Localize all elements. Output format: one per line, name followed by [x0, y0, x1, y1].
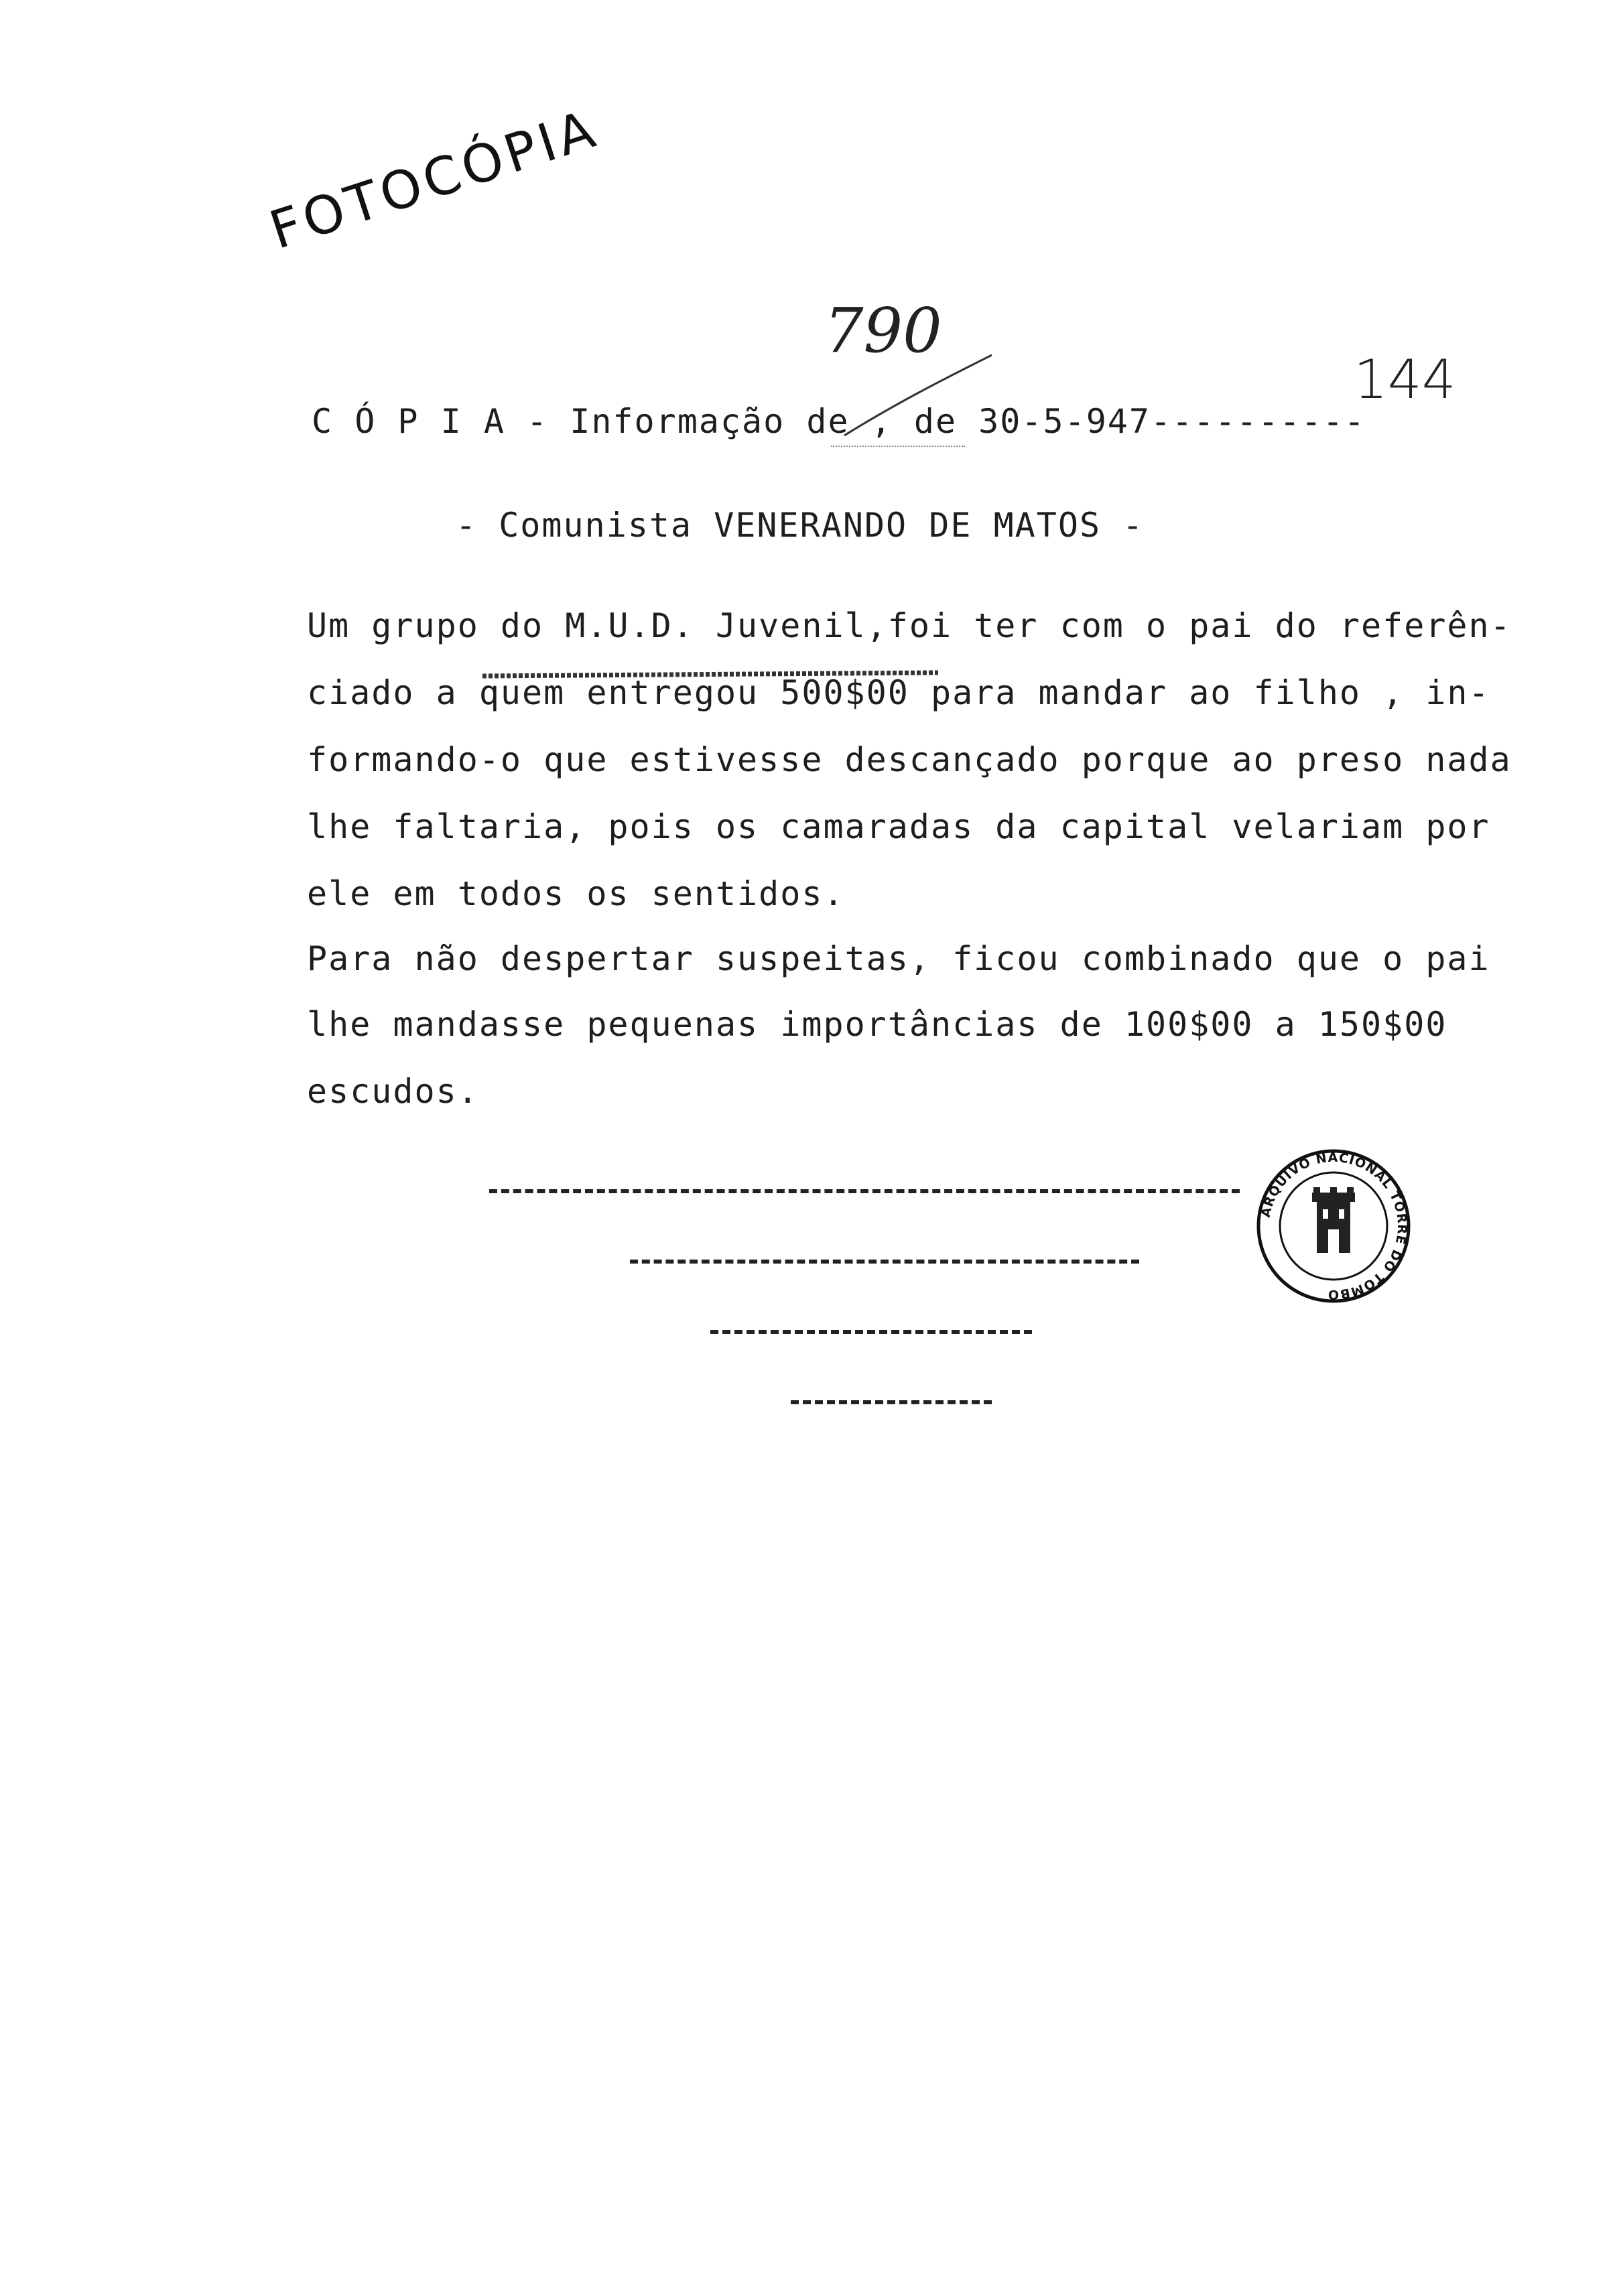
document-subject: - Comunista VENERANDO DE MATOS -: [456, 506, 1145, 545]
archive-seal-icon: [1253, 1146, 1414, 1306]
closing-dash-line: [791, 1400, 992, 1404]
body-line: ciado a quem entregou 500$00 para mandar ao filho , in-: [307, 673, 1490, 712]
body-line: lhe mandasse pequenas importâncias de 100$00 a 150$00: [307, 1005, 1447, 1044]
ink-smudge-mark: [482, 670, 938, 682]
body-line: ele em todos os sentidos.: [307, 874, 845, 913]
closing-dash-line: [489, 1189, 1240, 1193]
blank-field-underline: [831, 446, 965, 447]
body-line: Um grupo do M.U.D. Juvenil,foi ter com o pai do referên-: [307, 606, 1512, 645]
closing-dash-line: [710, 1330, 1032, 1334]
document-header: C Ó P I A - Informação de , de 30-5-947----------: [312, 402, 1366, 441]
body-line: escudos.: [307, 1072, 479, 1111]
body-line: formando-o que estivesse descançado porque ao preso nada: [307, 740, 1512, 779]
fotocopia-stamp: FOTOCÓPIA: [263, 98, 606, 261]
page-number: 144: [1354, 348, 1456, 411]
body-line: Para não despertar suspeitas, ficou combinado que o pai: [307, 939, 1490, 978]
svg-text:ARQUIVO NACIONAL TORRE DO TOMB: ARQUIVO NACIONAL TORRE DO TOMBO: [1258, 1150, 1410, 1302]
handwritten-reference-number: 790: [824, 295, 942, 366]
closing-dash-line: [630, 1260, 1139, 1264]
body-line: lhe faltaria, pois os camaradas da capital velariam por: [307, 807, 1490, 846]
